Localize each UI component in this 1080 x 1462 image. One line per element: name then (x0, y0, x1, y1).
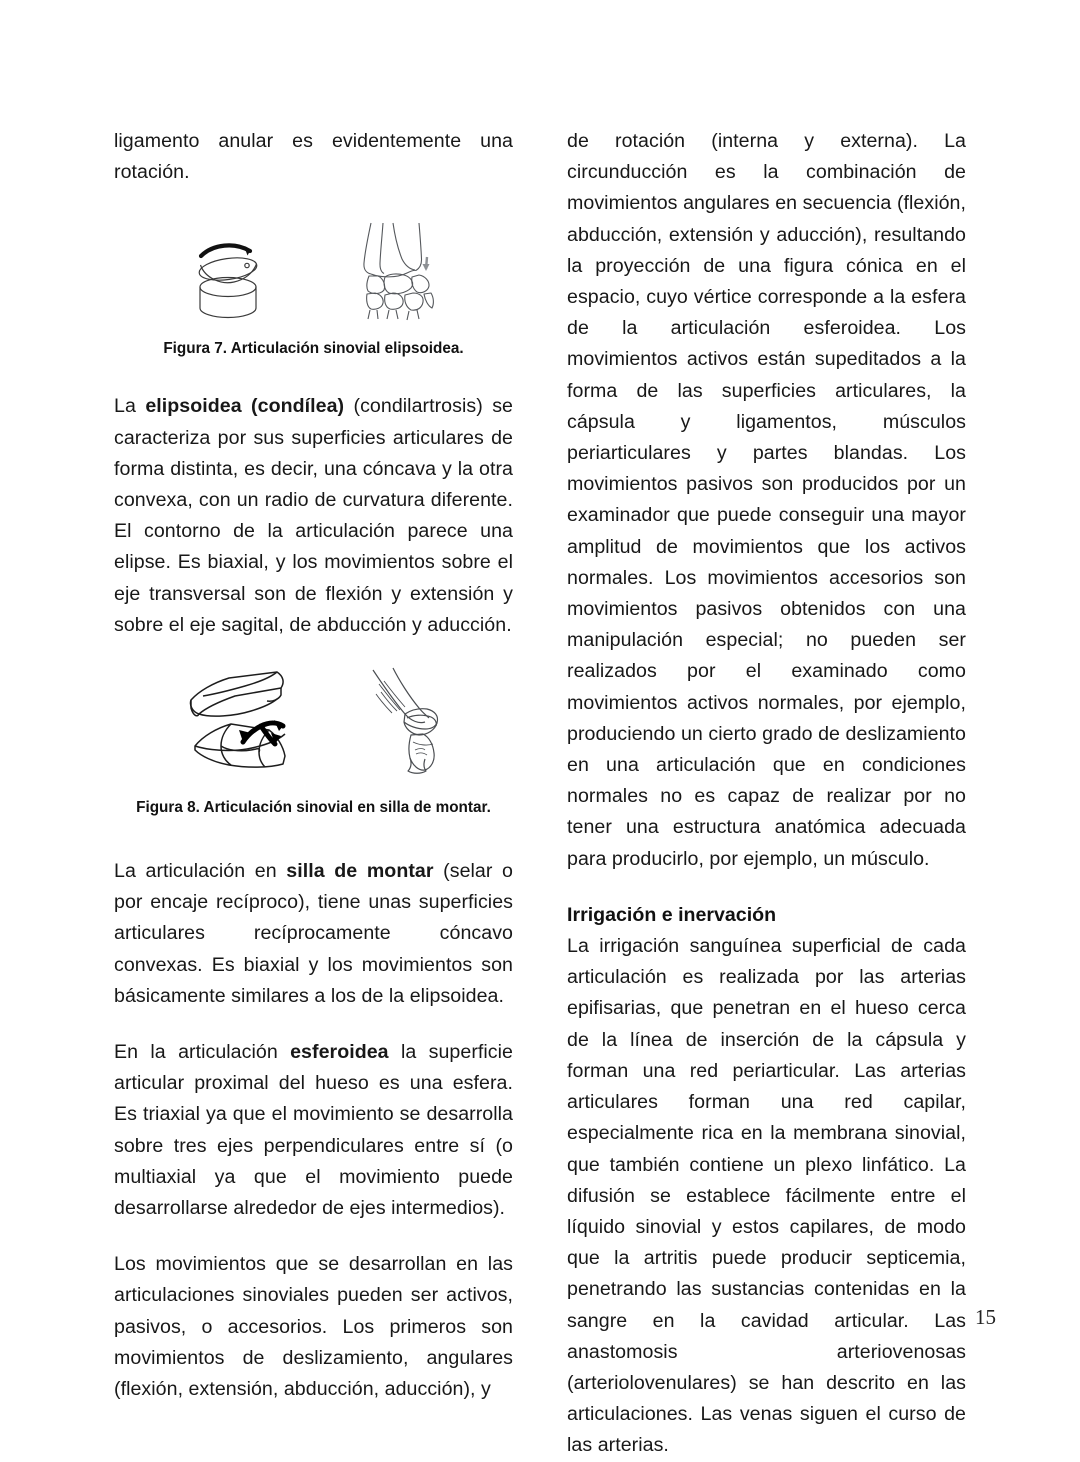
left-paragraph-2 (114, 391, 513, 641)
left-paragraph-5: Los movimientos que se desarrollan en las articulaciones sinoviales pueden ser activos, pasivos, o accesorios. Los primeros son movimientos de deslizamiento, angulares (flexión, extensión, abducción, aducción), y (114, 1253, 513, 1401)
left-paragraph-3-suffix: (selar o por encaje recíproco), tiene unas superficies articulares recíprocamente cóncavo convexas. Es biaxial y los movimientos son básicamente similares a los de la elipsoidea. (114, 860, 513, 1007)
right-paragraph-2: La irrigación sanguínea superficial de cada articulación es realizada por las arterias epifisarias, que penetran en el hueso cerca de la línea de inserción de la cápsula y forman una red periarticular. Las arterias articulares forman una red capilar, especialmente rica en la membrana sinovial, que también contiene un plexo linfático. La difusión se establece fácilmente entre el líquido sinovial y estos capilares, de modo que la artritis puede producir septicemia, penetrando las sustancias contenidas en la sangre en la cavidad articular. Las anastomosis arteriovenosas (arteriolovenulares) se han descrito en las articulaciones. Las venas siguen el curso de las arterias. (567, 935, 966, 1457)
left-paragraph-2-suffix: (condilartrosis) se caracteriza por sus superficies articulares de forma distinta, es decir, una cóncava y la otra convexa, con un radio de curvatura diferente. El contorno de la articulación parece una elipse. Es biaxial, y los movimientos sobre el eje transversal son de flexión y extensión y sobre el eje sagital, de abducción y aducción. (114, 395, 513, 636)
left-paragraph-4-suffix: la superficie articular proximal del hueso es una esfera. Es triaxial ya que el movimiento se desarrolla sobre tres ejes perpendiculares entre sí (o multiaxial ya que el movimiento puede desarrollarse alrededor de ejes intermedios). (114, 1041, 513, 1220)
saddle-joint-schematic-icon (173, 668, 303, 780)
left-paragraph-3 (114, 856, 513, 1012)
figure-7-caption: Figura 7. Articulación sinovial elipsoidea. (163, 340, 464, 358)
term-silla-de-montar: silla de montar (286, 860, 434, 883)
left-paragraph-4 (114, 1037, 513, 1224)
left-paragraph-4-prefix: En la articulación (114, 1041, 291, 1064)
two-column-layout (114, 126, 966, 1457)
figure-8-caption: Figura 8. Articulación sinovial en silla de montar. (136, 799, 491, 817)
ellipsoid-joint-schematic-icon (181, 225, 277, 325)
left-paragraph-3-prefix: La articulación en (114, 860, 287, 883)
left-paragraph-1: ligamento anular es evidentemente una rotación. (114, 130, 513, 184)
right-column (567, 126, 966, 1457)
figure-7 (114, 221, 513, 359)
figure-8-illustrations (114, 668, 513, 780)
right-paragraph-1: de rotación (interna y externa). La circunducción es la combinación de movimientos angulares en secuencia (flexión, abducción, extensión y aducción), resultando la proyección de una figura cónica en el espacio, cuyo vértice corresponde a la esfera de la articulación esferoidea. Los movimientos activos están supeditados a la forma de las superficies articulares, la cápsula y ligamentos, músculos periarticulares y partes blandas. Los movimientos pasivos son producidos por un examinador que puede conseguir una mayor amplitud de movimientos que los activos normales. Los movimientos accesorios son movimientos pasivos obtenidos con una manipulación especial; no pueden ser realizados por el examinado como movimientos activos normales, por ejemplo, produciendo un cierto grado de deslizamiento en una articulación que en condiciones normales no es capaz de realizar por no tener una estructura anatómica adecuada para producirlo, por ejemplo, un músculo. (567, 130, 966, 870)
page-number: 15 (975, 1305, 996, 1329)
thumb-carpometacarpal-joint-sketch-icon (367, 668, 455, 780)
section-heading-irrigacion-e-inervacion: Irrigación e inervación (567, 903, 777, 926)
left-paragraph-2-prefix: La (114, 395, 146, 418)
left-column (114, 126, 513, 1401)
figure-7-illustrations (114, 221, 513, 325)
figure-8 (114, 668, 513, 818)
term-elipsoidea-condilea: elipsoidea (condílea) (145, 395, 345, 418)
term-esferoidea: esferoidea (290, 1041, 389, 1064)
wrist-radiocarpal-joint-sketch-icon (349, 221, 447, 325)
